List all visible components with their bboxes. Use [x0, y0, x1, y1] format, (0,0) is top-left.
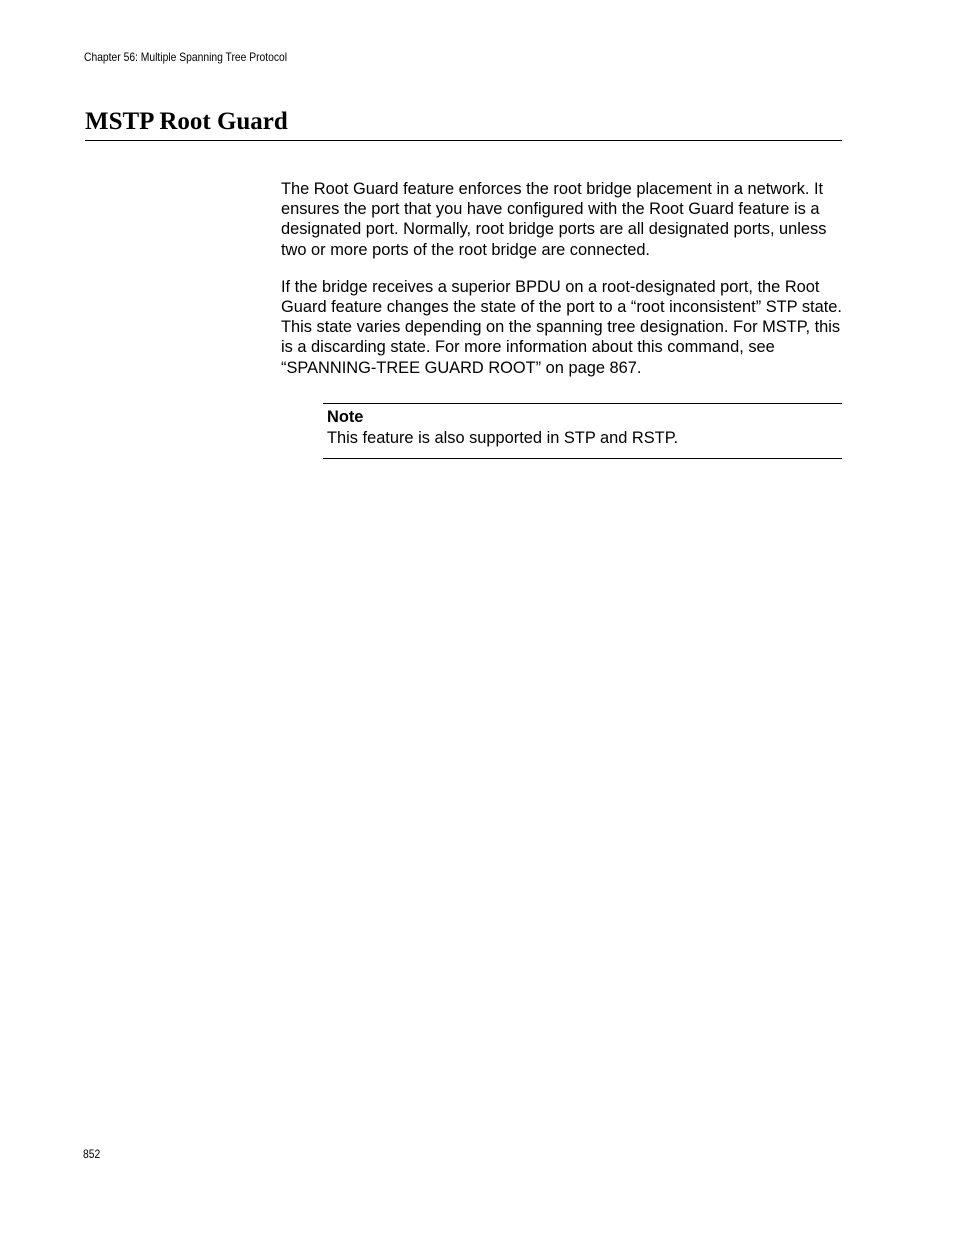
- section-title: MSTP Root Guard: [85, 108, 288, 135]
- body-text: [281, 179, 842, 395]
- note-label: Note: [327, 408, 364, 426]
- paragraph-root-guard-intro: The Root Guard feature enforces the root bridge placement in a network. It ensures the port that you have configured with the Root Guard feature is a designated port. Normally, root bridge ports are all designated ports, unless two or more ports of the root bridge are connected.: [281, 180, 827, 259]
- page-number: 852: [83, 1147, 101, 1161]
- title-rule: [85, 140, 842, 141]
- note-box: [323, 403, 842, 459]
- running-header: Chapter 56: Multiple Spanning Tree Protocol: [84, 50, 288, 64]
- note-text: This feature is also supported in STP and RSTP.: [327, 429, 679, 447]
- paragraph-root-inconsistent: If the bridge receives a superior BPDU on a root-designated port, the Root Guard feature changes the state of the port to a “root inconsistent” STP state. This state varies depending on the spanning tree designation. For MSTP, this is a discarding state. For more information about this command, see “SPANNING-TREE GUARD ROOT” on page 867.: [281, 277, 842, 377]
